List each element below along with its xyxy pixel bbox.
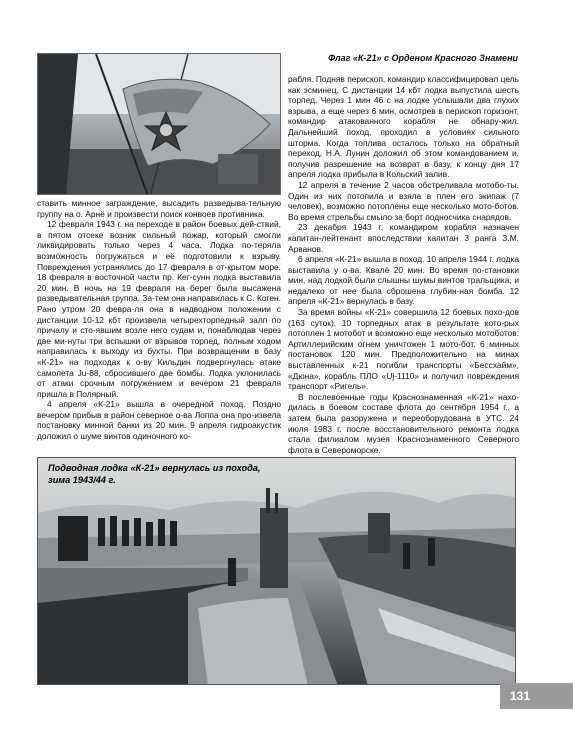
submarine-photo-caption	[48, 463, 308, 486]
left-paragraph-2: 12 февраля 1943 г. на переходе в район боевых дей-ствий, в пятом отсеке возник сильный пожар, который смогли ликвидировать только через 4 часа. Лодка по-теряла возможность погружаться и её подготовили к взрыву. Повреждения устранялись до 17 февраля в от-крытом море. 18 февраля в восточной части пр. Кег-сунн лодка выставила 20 мин. В ночь на 19 февраля на берег была высажена разведывательная группа. За-тем она направилась к С. Коген. Рано утром 20 февра-ля она в надводном положении с дистанции 10-12 кбт произвела четырехторпедный залп по причалу и сто-явшим возле него судам и, понаблюдав через две ми-нуты три вспышки от взрывов торпед, полным ходом направилась к выходу из бухты. При возвращении в базу «К-21» на подходах к о-ву Кильдин подвергнулась атаке самолета Ju-88, сбросившего две бомбы. Лодка уклонилась от атаки срочным погружением и вечером 21 февраля пришла в Полярный.	[37, 219, 281, 399]
right-text-column	[288, 74, 519, 455]
left-paragraph-1: ставить минное заграждение, высадить разведыва-тельную группу на о. Арнё и произвести поиск конвоев противника.	[37, 198, 281, 219]
photo-caption-line-2: зима 1943/44 г.	[48, 474, 116, 485]
right-paragraph-4: 6 апреля «К-21» вышла в поход. 10 апреля 1944 г. лодка выставила у о-ва. Квалё 20 мин. Во время по-становки мин, над лодкой были слышны шумы винтов тральщика, и недалеко от нее была сброшена глубин-ная бомба. 12 апреля «К-21» вернулась в базу.	[288, 254, 519, 307]
right-paragraph-6: В послевоенные годы Краснознаменная «К-21» нахо-дилась в боевом составе флота до сентября 1954 г., а затем была разоружена и переоборудована в УТС. 24 июля 1983 г. после восстановительного ремонта лодка стала филиалом музея Краснознаменного Северного флота в Североморске.	[288, 391, 519, 455]
flag-caption: Флаг «К-21» с Орденом Красного Знамени	[328, 53, 518, 63]
right-paragraph-1: рабля. Подняв перископ, командир классифицировал цель как эсминец. С дистанции 14 кбт лодка выпустила шесть торпед. Через 1 мин 46 с на лодке услышали два глухих взрыва, а еще через 6 мин, осмотрев в перископ горизонт, командир атакованного корабля не обнару-жил. Дальнейший поход, проходил в условиях сильного шторма. Когда топлива осталось только на обратный переход, Н.А. Лунин доложил об этом командованием и, получив разрешение на возврат в базу, к концу дня 17 апреля лодка прибыла в Кольский залив.	[288, 74, 519, 180]
flag-photo-drawing	[38, 54, 281, 195]
right-paragraph-5: За время войны «К-21» совершила 12 боевых похо-дов (163 суток), 10 торпедных атак в результате кото-рых потоплен 1 мотобот и возможно еще несколько мотоботов. Артиллерийским огнем уничтожен 1 мото-бот. 6 минных постановок 120 мин. Предположительно на минах выставленных к-21 погибли транспорты «Бессхайм», «Дюна», корабль ПЛО «Uj-1110» и получил повреждения транспорт «Ригель».	[288, 307, 519, 392]
photo-caption-line-1: Подводная лодка «К-21» вернулась из похода,	[48, 463, 261, 473]
right-paragraph-2: 12 апреля в течение 2 часов обстреливала мотобо-ты. Один из них потопила и взяла в плен его экипаж (7 человек), возможно потоплены еще несколько мото-ботов. Во время стрельбы смыло за борт подносчика снарядов.	[288, 179, 519, 222]
submarine-photo	[37, 457, 516, 685]
left-paragraph-3: 4 апреля «К-21» вышла в очередной поход. Поздно вечером прибыв в район северное о-ва Лоппа она про-извела постановку минной банки из 20 мин. 9 апреля гидроакустик доложил о шуме винтов одиночного ко-	[37, 399, 281, 442]
flag-photo	[37, 53, 281, 195]
right-paragraph-3: 23 декабря 1943 г. командиром корабля назначен капитан-лейтенант впоследствии капитан 3 ранга З.М. Арванов.	[288, 222, 519, 254]
left-text-column	[37, 198, 281, 442]
submarine-photo-drawing	[38, 458, 516, 685]
page-number: 131	[500, 683, 573, 709]
